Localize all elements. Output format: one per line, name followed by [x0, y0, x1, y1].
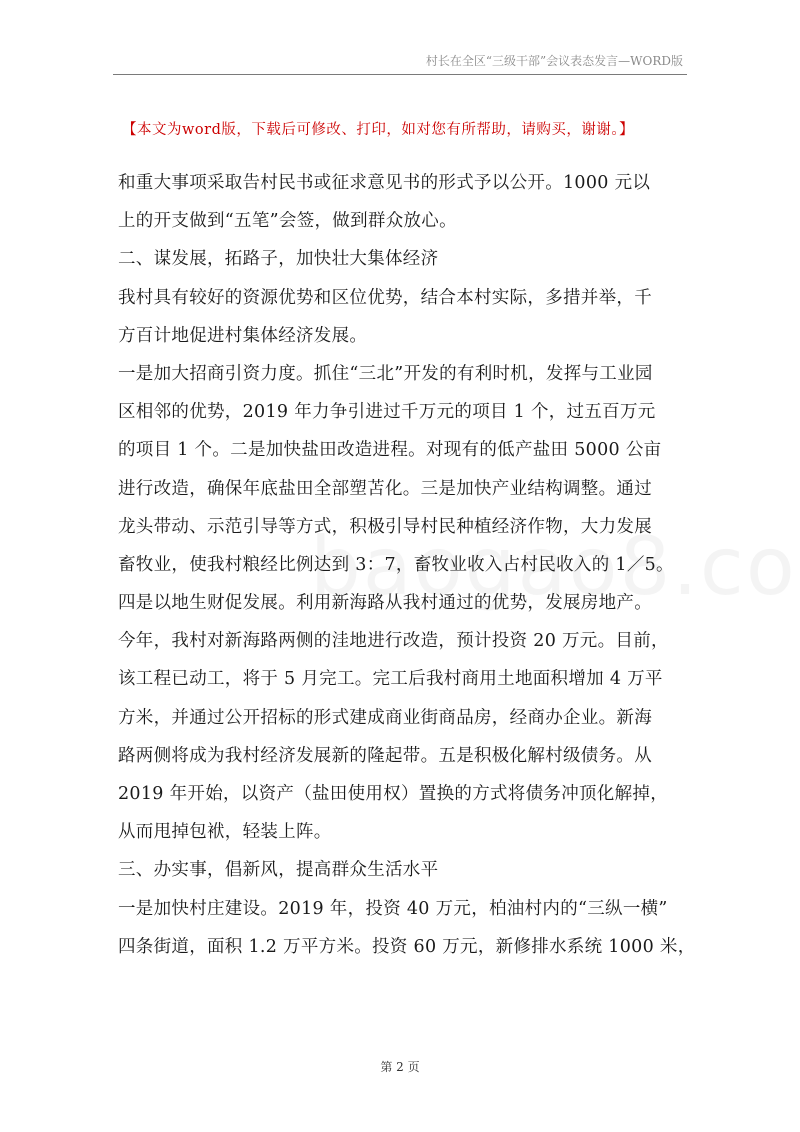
body-line: 今年，我村对新海路两侧的洼地进行改造，预计投资 20 万元。目前，: [118, 631, 669, 652]
section-heading: 二、谋发展，拓路子，加快壮大集体经济: [118, 249, 439, 270]
body-line: 上的开支做到“五笔”会签，做到群众放心。: [118, 211, 457, 232]
document-header-title: 村长在全区“三级干部”会议表态发言—WORD版: [425, 54, 683, 68]
body-line: 方米，并通过公开招标的形式建成商业街商品房，经商办企业。新海: [118, 707, 652, 728]
body-line: 四条街道，面积 1.2 万平方米。投资 60 万元，新修排水系统 1000 米，: [118, 936, 696, 957]
body-line: 2019 年开始，以资产（盐田使用权）置换的方式将债务冲顶化解掉，: [118, 784, 668, 804]
purchase-notice: 【本文为word版，下载后可修改、打印，如对您有所帮助，请购买，谢谢。】: [122, 122, 635, 138]
body-line: 方百计地促进村集体经济发展。: [118, 325, 368, 346]
header-divider: [113, 74, 687, 75]
body-line: 路两侧将成为我村经济发展新的隆起带。五是积极化解村级债务。从: [118, 745, 652, 766]
body-line: 的项目 1 个。二是加快盐田改造进程。对现有的低产盐田 5000 公亩: [118, 440, 662, 461]
body-line: 从而甩掉包袱，轻装上阵。: [118, 822, 332, 843]
body-line: 龙头带动、示范引导等方式，积极引导村民种植经济作物，大力发展: [118, 516, 652, 537]
section-heading: 三、办实事，倡新风，提高群众生活水平: [118, 860, 439, 881]
document-body: [118, 164, 696, 966]
body-line: 畜牧业，使我村粮经比例达到 3：7，畜牧业收入占村民收入的 1／5。: [118, 554, 674, 575]
body-line: 该工程已动工，将于 5 月完工。完工后我村商用土地面积增加 4 万平: [118, 669, 663, 690]
body-line: 四是以地生财促发展。利用新海路从我村通过的优势，发展房地产。: [118, 593, 652, 614]
body-line: 区相邻的优势，2019 年力争引进过千万元的项目 1 个，过五百万元: [118, 402, 656, 423]
body-line: 一是加大招商引资力度。抓住“三北”开发的有利时机，发挥与工业园: [118, 363, 653, 384]
page-number: 第 2 页: [380, 1060, 420, 1074]
body-line: 一是加快村庄建设。2019 年，投资 40 万元，柏油村内的“三纵一横”: [118, 898, 668, 919]
body-line: 我村具有较好的资源优势和区位优势，结合本村实际，多措并举，千: [118, 287, 652, 308]
body-line: 和重大事项采取告村民书或征求意见书的形式予以公开。1000 元以: [118, 173, 651, 193]
body-line: 进行改造，确保年底盐田全部塑苫化。三是加快产业结构调整。通过: [118, 478, 652, 499]
